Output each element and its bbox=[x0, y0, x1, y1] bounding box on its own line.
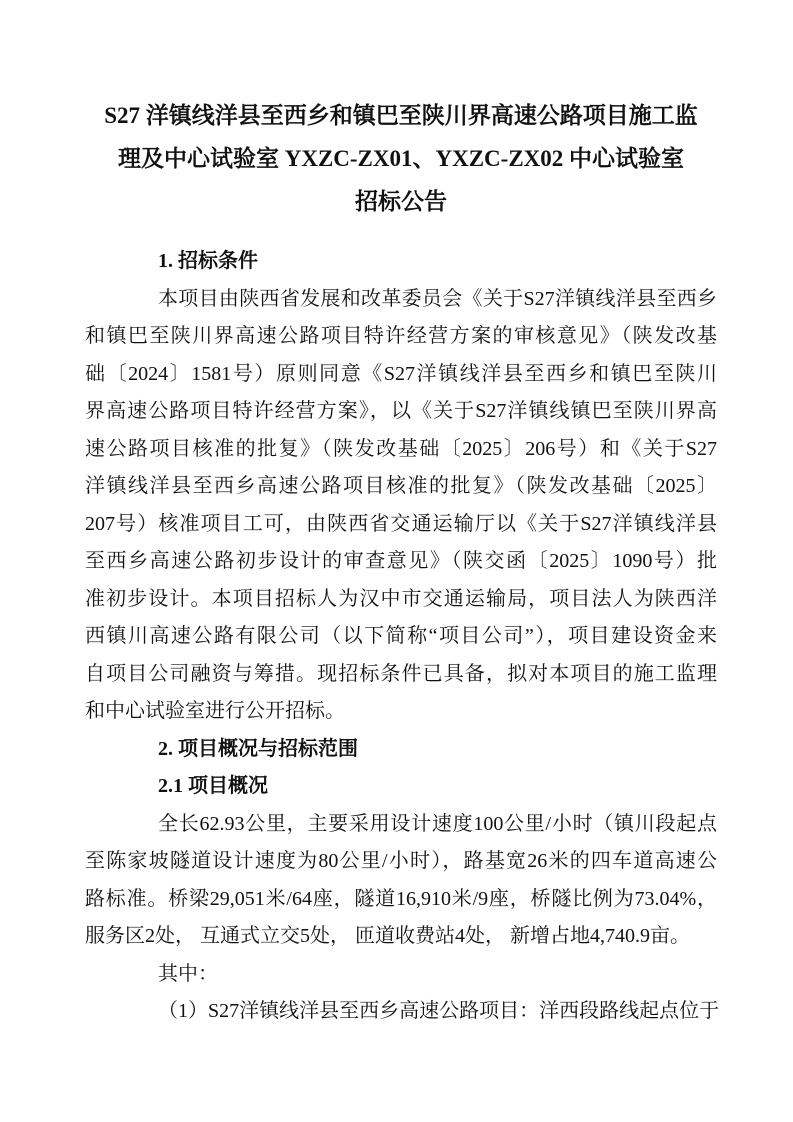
body-line: 速公路项目核准的批复》（陕发改基础〔2025〕206号）和《关于S27 bbox=[85, 437, 717, 460]
body-line: 路标准。桥梁29,051米/64座，隧道16,910米/9座，桥隧比例为73.04%， bbox=[85, 887, 717, 910]
body-line: 础〔2024〕1581号）原则同意《S27洋镇线洋县至西乡和镇巴至陕川 bbox=[85, 362, 717, 385]
section-heading-2: 2. 项目概况与招标范围 bbox=[158, 737, 358, 760]
body-line: 服务区2处， 互通式立交5处， 匝道收费站4处， 新增占地4,740.9亩。 bbox=[85, 925, 690, 947]
body-line: 自项目公司融资与筹措。现招标条件已具备，拟对本项目的施工监理 bbox=[85, 662, 717, 685]
body-line: 准初步设计。本项目招标人为汉中市交通运输局，项目法人为陕西洋 bbox=[85, 587, 717, 610]
document-title bbox=[85, 94, 717, 223]
body-line: 界高速公路项目特许经营方案》，以《关于S27洋镇线镇巴至陕川界高 bbox=[85, 400, 717, 422]
body-line: 西镇川高速公路有限公司（以下简称“项目公司”），项目建设资金来 bbox=[85, 625, 717, 647]
section-heading-2-1: 2.1 项目概况 bbox=[158, 775, 268, 797]
body-line: 至西乡高速公路初步设计的审查意见》（陕交函〔2025〕1090号）批 bbox=[85, 550, 717, 572]
body-line: 至陈家坡隧道设计速度为80公里/小时），路基宽26米的四车道高速公 bbox=[85, 850, 717, 872]
body-line: 全长62.93公里，主要采用设计速度100公里/小时（镇川段起点 bbox=[158, 812, 717, 835]
body-line: 207号）核准项目工可，由陕西省交通运输厅以《关于S27洋镇线洋县 bbox=[85, 512, 717, 535]
document-body bbox=[85, 243, 720, 1031]
body-line: 本项目由陕西省发展和改革委员会《关于S27洋镇线洋县至西乡 bbox=[158, 287, 717, 310]
title-line: S27 洋镇线洋县至西乡和镇巴至陕川界高速公路项目施工监 bbox=[104, 103, 698, 128]
body-line: 其中： bbox=[158, 962, 218, 985]
title-line: 理及中心试验室 YXZC-ZX01、YXZC-ZX02 中心试验室 bbox=[117, 146, 685, 171]
section-heading-1: 1. 招标条件 bbox=[158, 250, 258, 272]
body-line: 和镇巴至陕川界高速公路项目特许经营方案的审核意见》（陕发改基 bbox=[85, 325, 717, 347]
body-line: 洋镇线洋县至西乡高速公路项目核准的批复》（陕发改基础〔2025〕 bbox=[85, 475, 717, 497]
body-line: （1）S27洋镇线洋县至西乡高速公路项目：洋西段路线起点位于 bbox=[158, 1000, 720, 1022]
title-line: 招标公告 bbox=[355, 189, 447, 214]
document-content bbox=[85, 94, 720, 1031]
body-line: 和中心试验室进行公开招标。 bbox=[85, 700, 345, 722]
